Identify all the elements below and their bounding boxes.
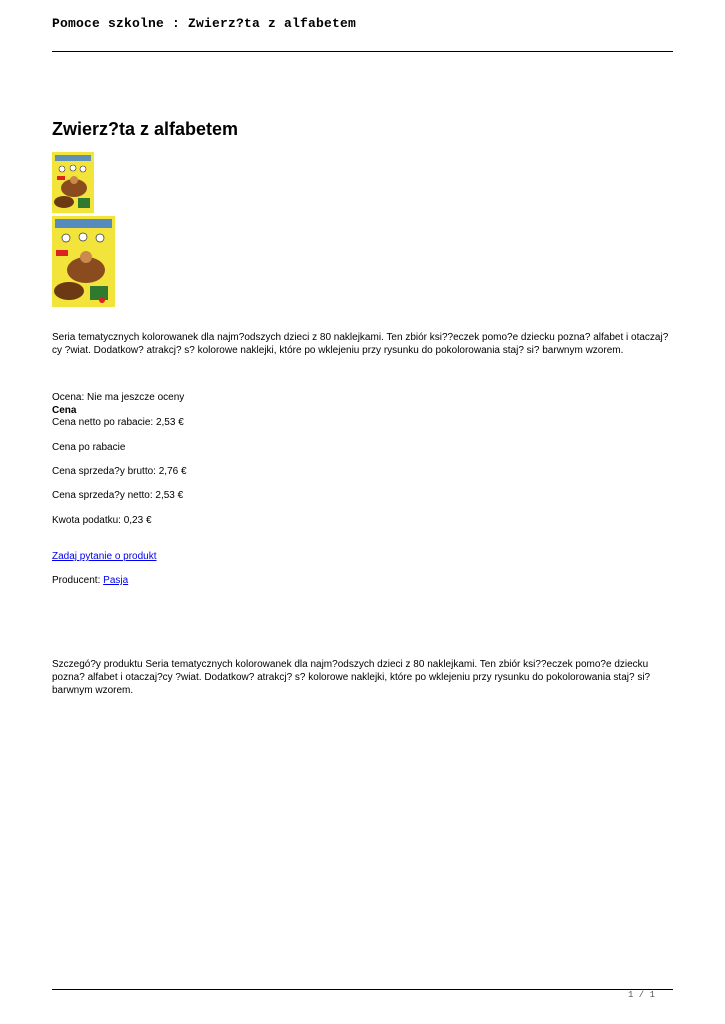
product-thumbnail-image[interactable]	[52, 152, 94, 213]
net-price-after-discount: Cena netto po rabacie: 2,53 €	[52, 417, 184, 428]
producer-label: Producent:	[52, 575, 104, 586]
gross-sale-price: Cena sprzeda?y brutto: 2,76 €	[52, 466, 187, 477]
ask-question-link[interactable]: Zadaj pytanie o produkt	[52, 551, 157, 562]
price-after-discount: Cena po rabacie	[52, 442, 126, 453]
net-sale-price: Cena sprzeda?y netto: 2,53 €	[52, 490, 184, 501]
tax-amount: Kwota podatku: 0,23 €	[52, 515, 152, 526]
ask-question-row	[52, 550, 157, 563]
footer-divider	[52, 989, 673, 990]
producer-row	[52, 574, 128, 587]
producer-link[interactable]: Pasja	[103, 575, 129, 586]
product-details: Szczegó?y produktu Seria tematycznych kolorowanek dla najm?odszych dzieci z 80 naklejkami. Ten zbiór ksi??eczek pomo?e dziecku pozna? alfabet i otaczaj?cy ?wiat. Dodatkow? atrakcj? s? kolorowe naklejki, które po wklejeniu przy rysunku do pokolorowania staj? si? barwnym wzorem.	[52, 659, 651, 696]
price-heading: Cena	[52, 405, 77, 416]
page-number: 1 / 1	[627, 990, 655, 1000]
rating-text: Ocena: Nie ma jeszcze oceny	[52, 392, 185, 403]
product-title: Zwierz?ta z alfabetem	[52, 119, 239, 139]
product-description: Seria tematycznych kolorowanek dla najm?odszych dzieci z 80 naklejkami. Ten zbiór ksi??eczek pomo?e dziecku pozna? alfabet i otaczaj?cy ?wiat. Dodatkow? atrakcj? s? kolorowe naklejki, które po wklejeniu przy rysunku do pokolorowania staj? si? barwnym wzorem.	[52, 332, 669, 356]
document-header-title: Pomoce szkolne : Zwierz?ta z alfabetem	[52, 16, 357, 31]
product-cover-image[interactable]	[52, 216, 115, 307]
header-divider	[52, 51, 673, 52]
